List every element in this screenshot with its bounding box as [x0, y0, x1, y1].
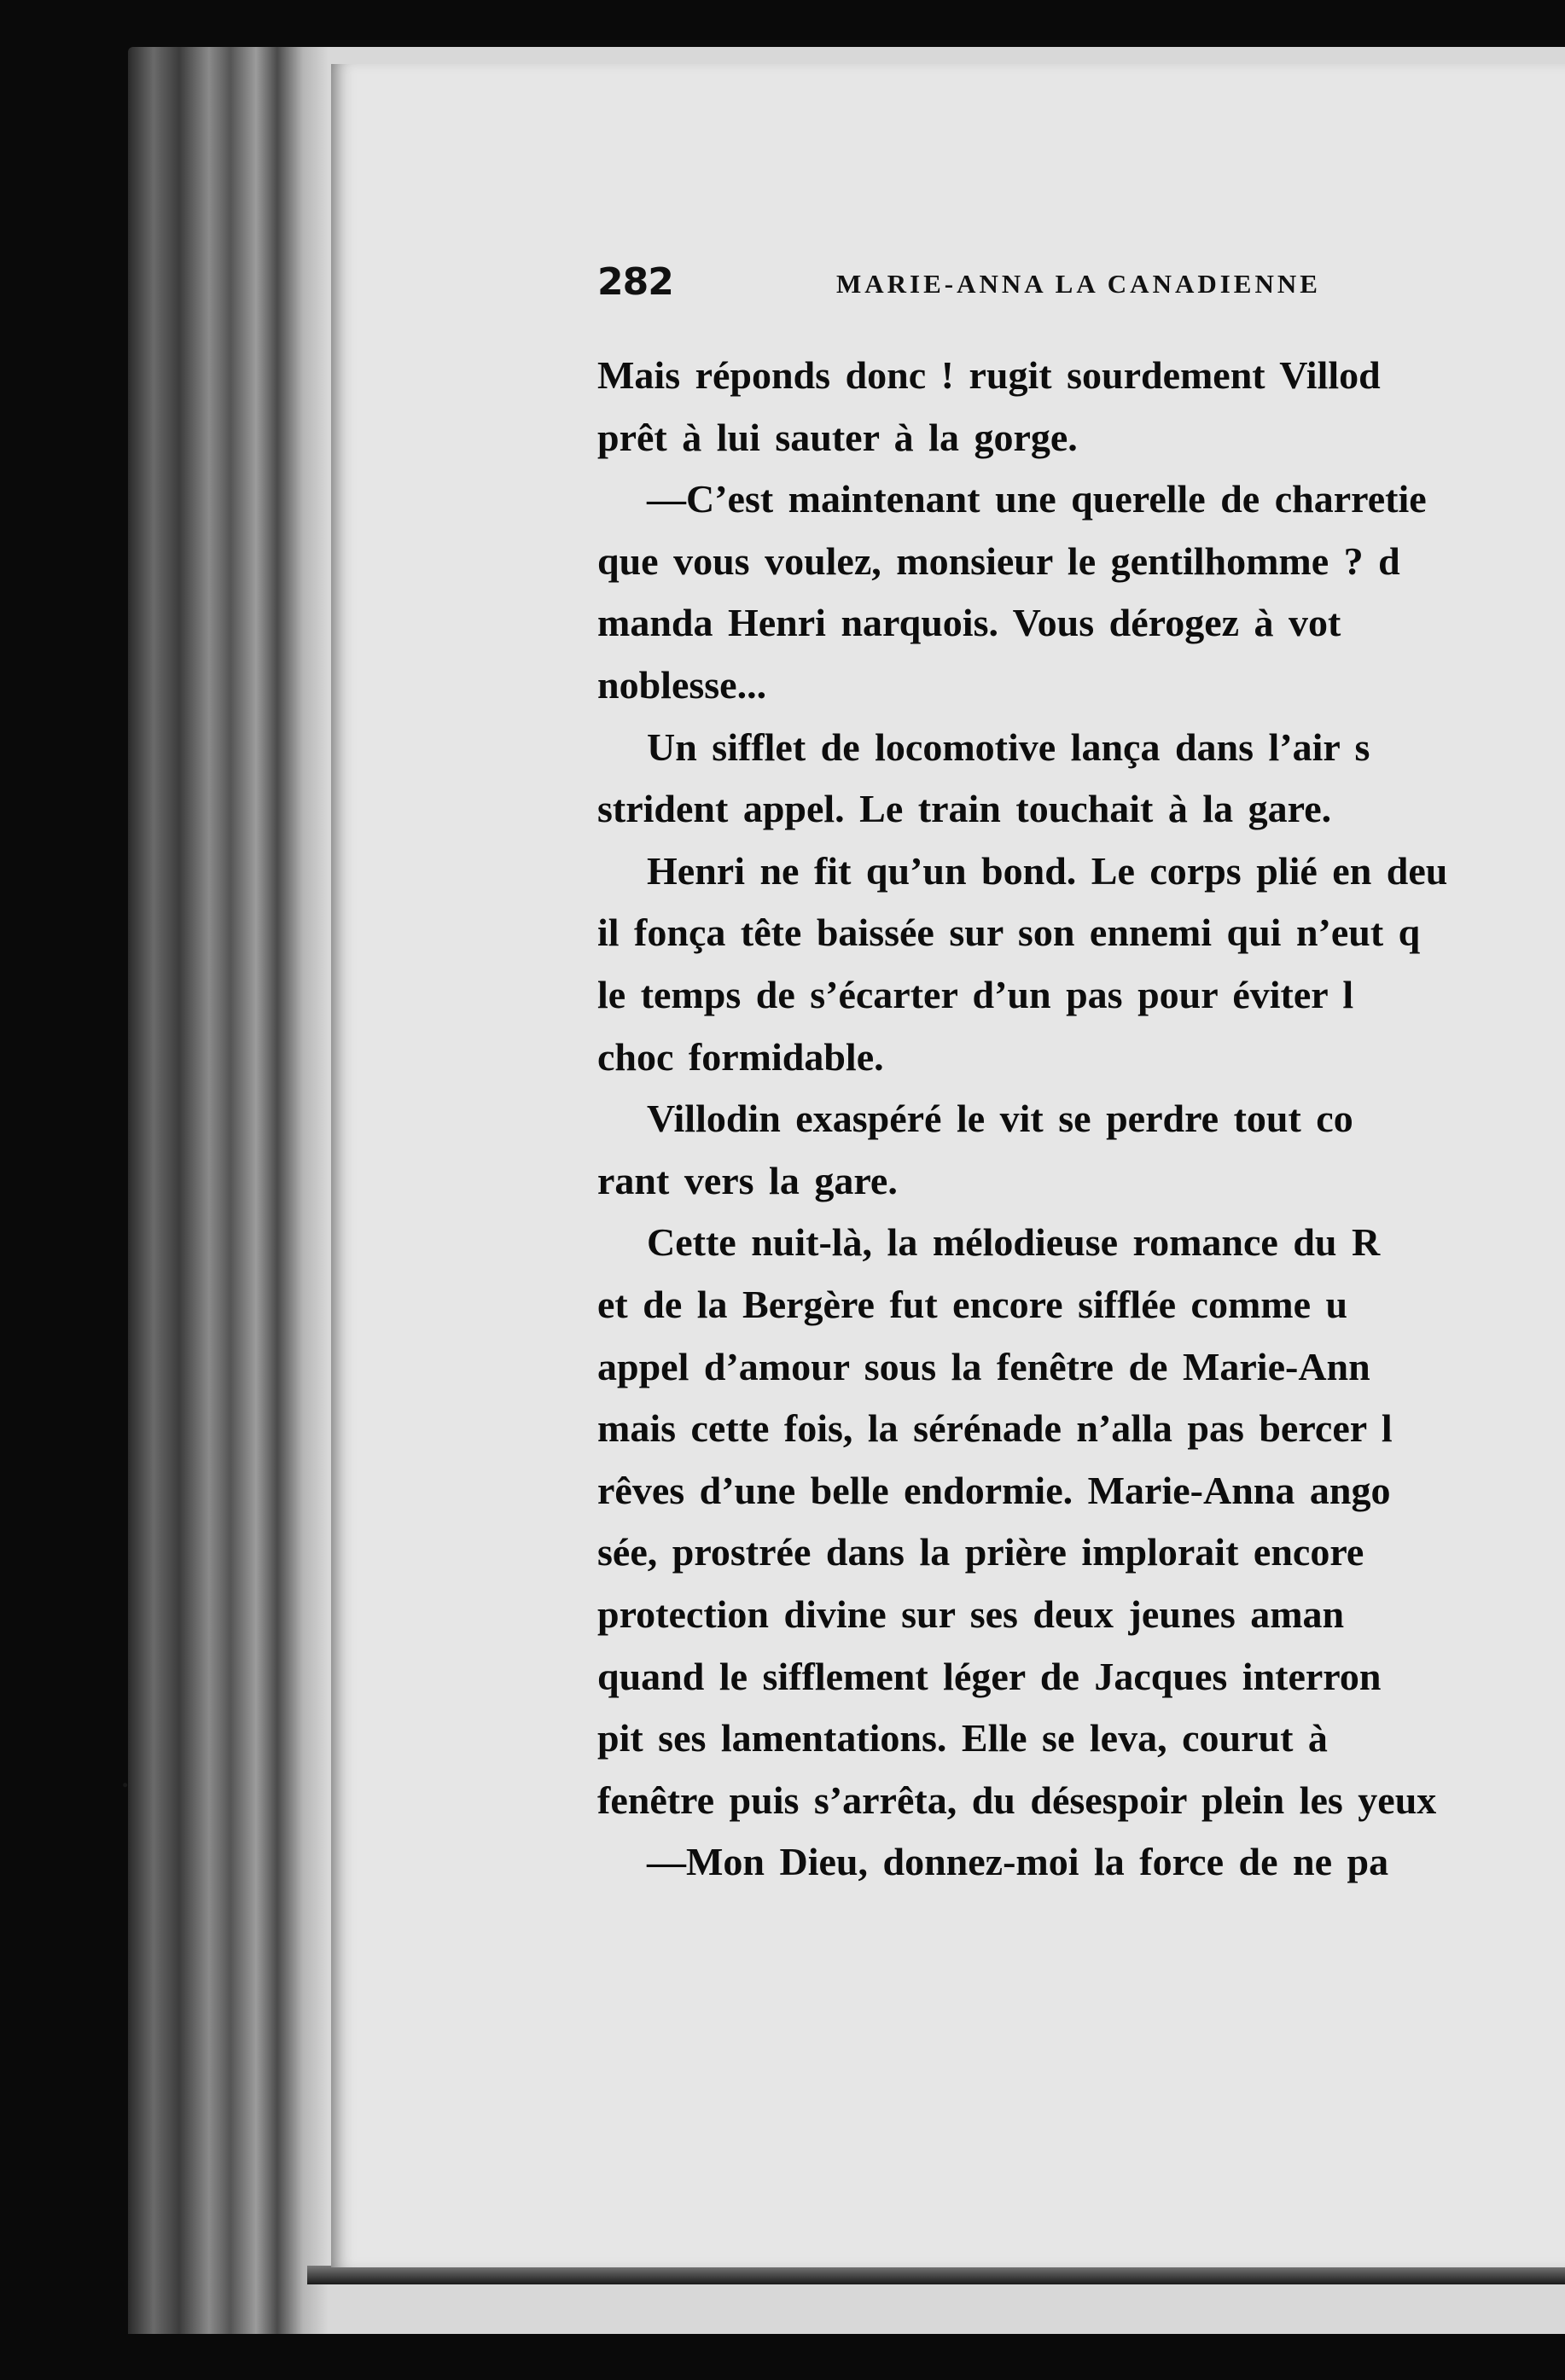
text-line: Henri ne fit qu’un bond. Le corps plié en deu: [647, 849, 1448, 893]
text-line: fenêtre puis s’arrêta, du désespoir plein les yeux: [597, 1778, 1437, 1822]
text-line: mais cette fois, la sérénade n’alla pas bercer l: [597, 1406, 1393, 1450]
page-header: [597, 260, 1565, 311]
text-line: et de la Bergère fut encore sifflée comme u: [597, 1283, 1348, 1326]
text-line: prêt à lui sauter à la gorge.: [597, 416, 1078, 459]
text-line: noblesse...: [597, 663, 767, 707]
text-line: quand le sifflement léger de Jacques interron: [597, 1655, 1382, 1698]
text-line: strident appel. Le train touchait à la gare.: [597, 787, 1332, 830]
text-line: que vous voulez, monsieur le gentilhomme ? d: [597, 539, 1400, 583]
text-line: rêves d’une belle endormie. Marie-Anna ango: [597, 1469, 1391, 1512]
text-line: sée, prostrée dans la prière implorait encore: [597, 1530, 1364, 1574]
text-line: —C’est maintenant une querelle de charretie: [647, 477, 1427, 521]
text-line: protection divine sur ses deux jeunes aman: [597, 1592, 1345, 1636]
text-line: —Mon Dieu, donnez-moi la force de ne pa: [647, 1840, 1389, 1883]
page-number: 282: [597, 260, 673, 304]
text-line: rant vers la gare.: [597, 1159, 898, 1202]
text-line: le temps de s’écarter d’un pas pour éviter l: [597, 973, 1354, 1016]
text-line: Cette nuit-là, la mélodieuse romance du R: [647, 1220, 1381, 1264]
text-line: choc formidable.: [597, 1035, 884, 1079]
text-line: pit ses lamentations. Elle se leva, courut à: [597, 1716, 1328, 1760]
running-title: MARIE-ANNA LA CANADIENNE: [836, 269, 1321, 299]
text-line: Un sifflet de locomotive lança dans l’air s: [647, 725, 1370, 769]
page-bottom-edge: [307, 2266, 1565, 2284]
text-line: appel d’amour sous la fenêtre de Marie-Ann: [597, 1345, 1370, 1388]
page-text: [597, 350, 1565, 1971]
text-line: manda Henri narquois. Vous dérogez à vot: [597, 601, 1341, 644]
text-line: Mais réponds donc ! rugit sourdement Villod: [597, 353, 1381, 397]
text-line: il fonça tête baissée sur son ennemi qui n’eut q: [597, 911, 1421, 954]
text-line: Villodin exaspéré le vit se perdre tout co: [647, 1097, 1353, 1140]
